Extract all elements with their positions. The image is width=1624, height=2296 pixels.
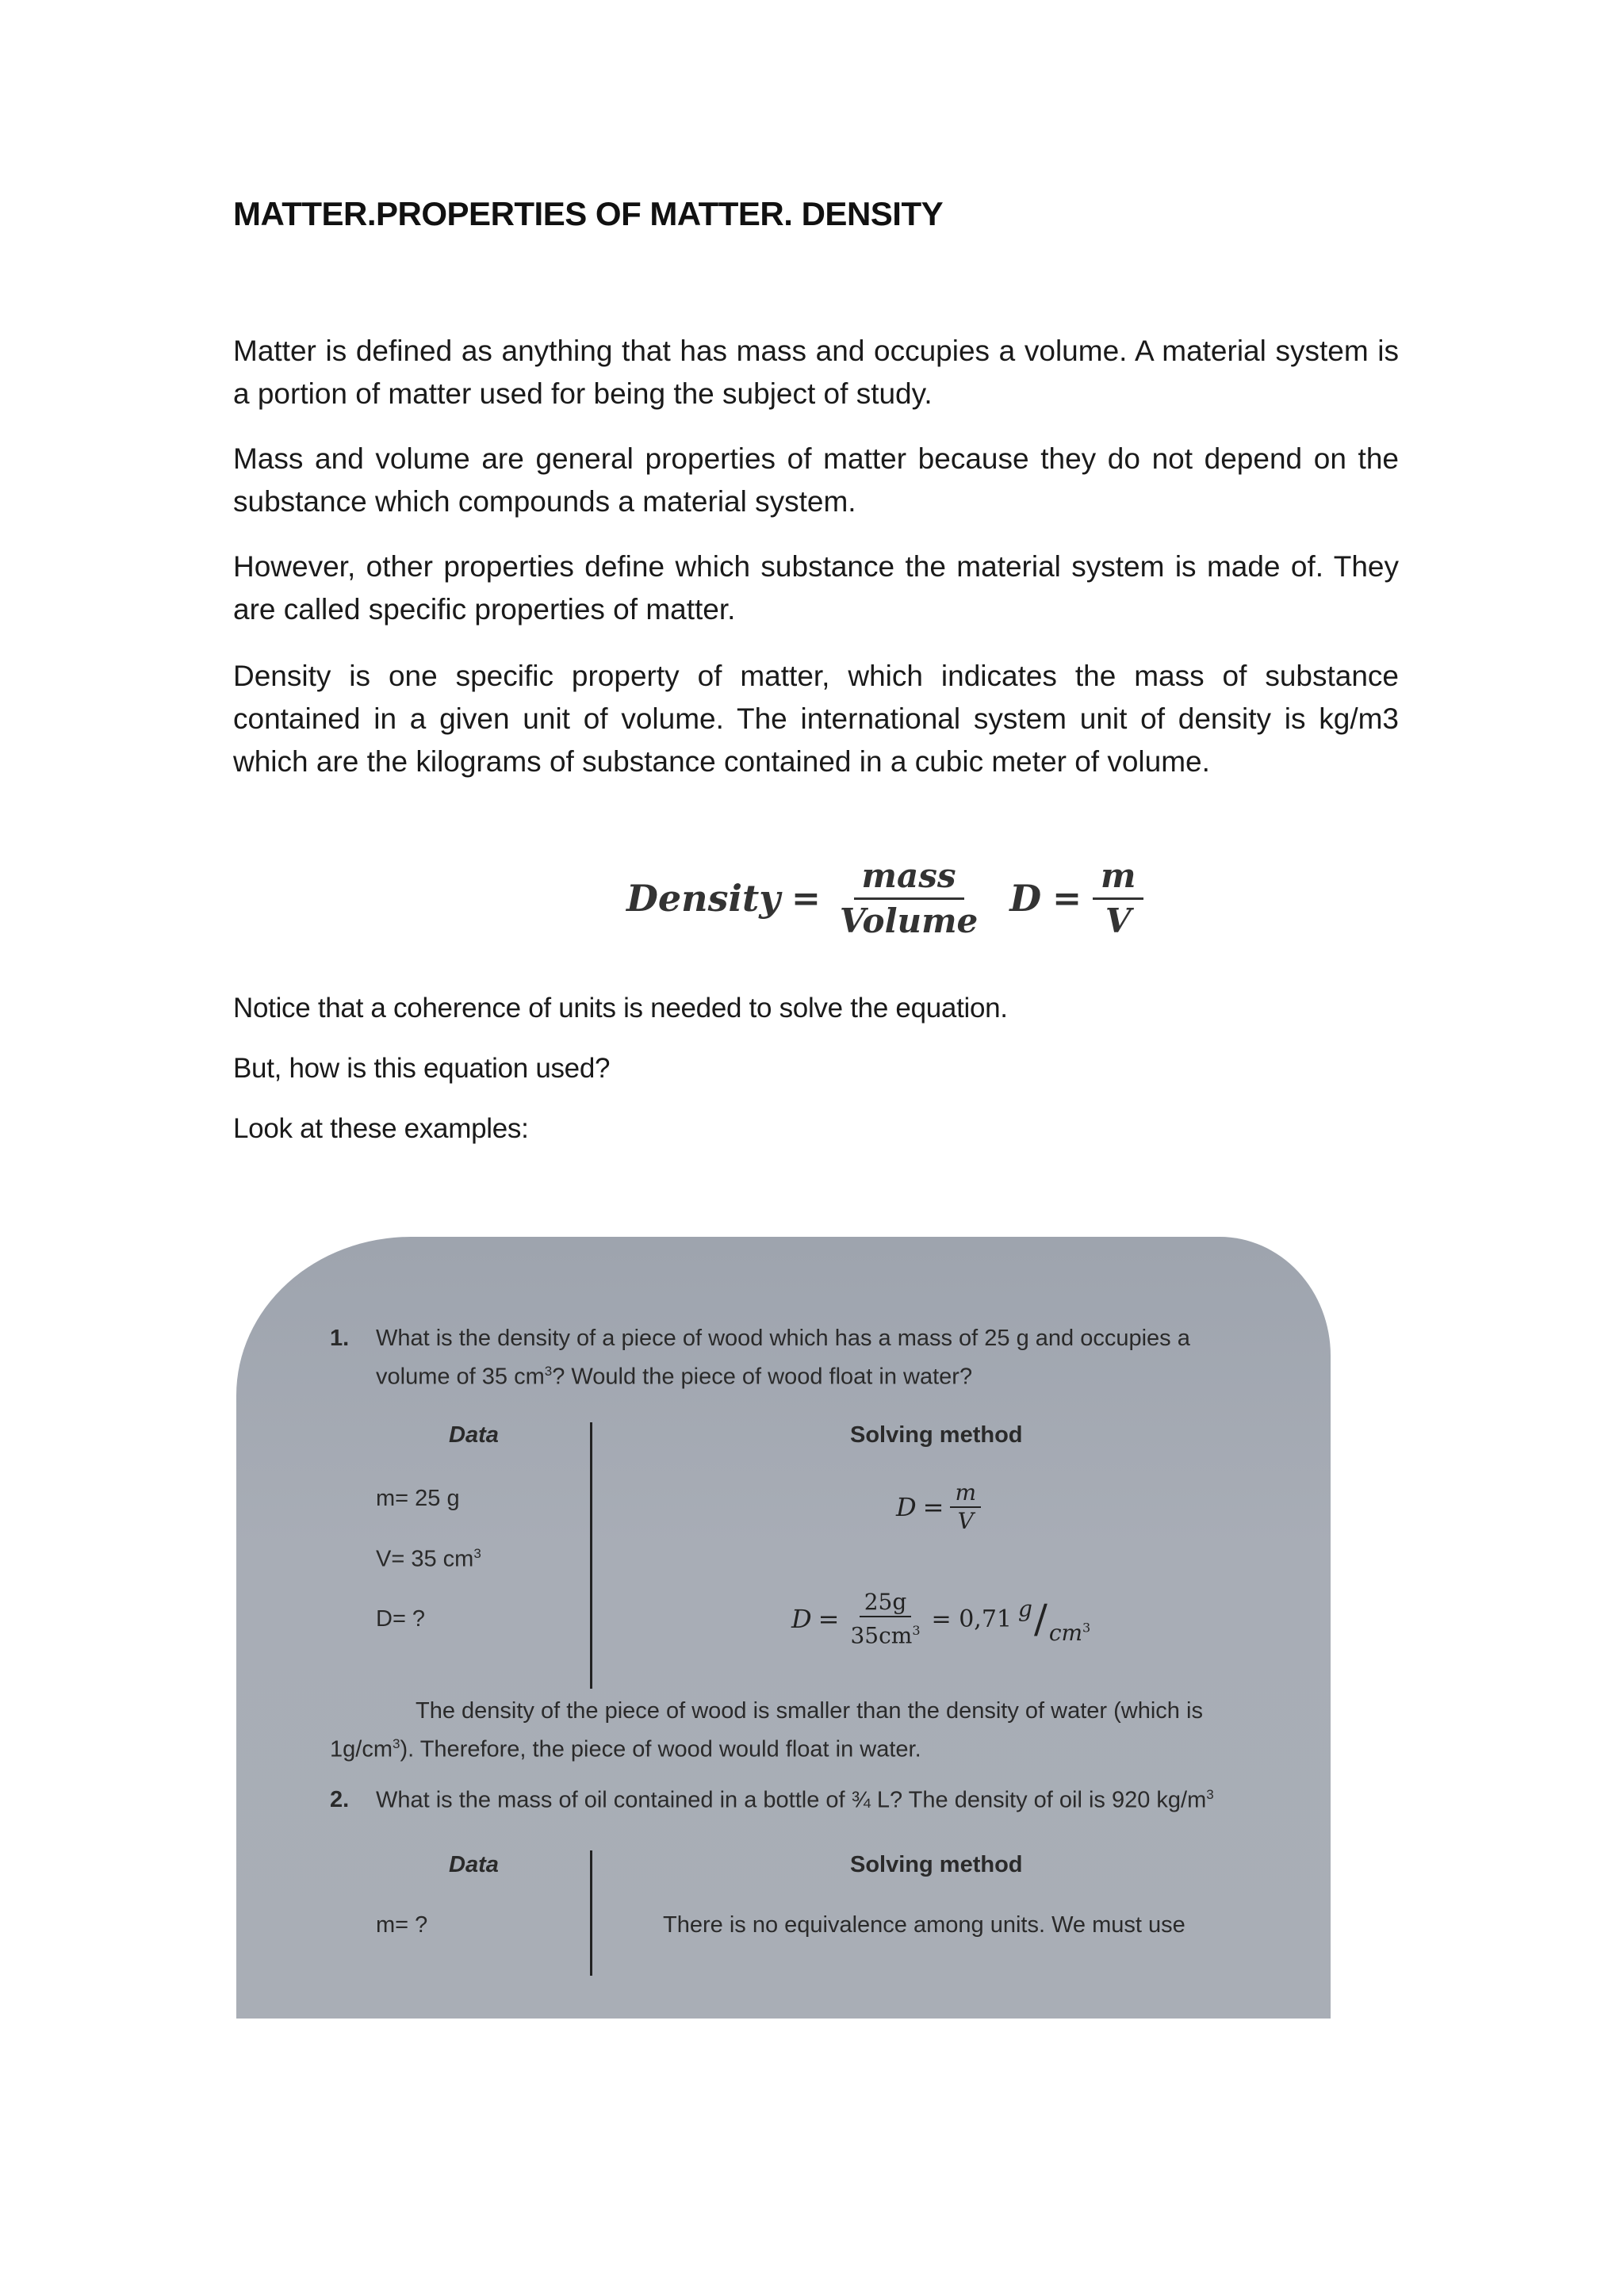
paragraph-density-definition: Density is one specific property of matter, which indicates the mass of substance contained in a given unit of volume. The international system unit of density is kg/m3 which are the kilograms of substance contained in a cubic meter of volume. xyxy=(233,660,1399,778)
example-1-calculation: D = $\frac{25g}{35cm^3}$ = 0,71 g / $cm^3$ xyxy=(791,1589,1091,1649)
paragraph-specific-properties: However, other properties define which substance the material system is made of. They are called specific properties of matter. xyxy=(233,550,1399,626)
example-1-data-header: Data xyxy=(449,1422,499,1448)
page-title: MATTER.PROPERTIES OF MATTER. DENSITY xyxy=(233,195,944,232)
example-2-question: What is the mass of oil contained in a bottle of ¾ L? The density of oil is 920 $kg/m^3$ xyxy=(376,1787,1214,1813)
formula-volume-word: Volume xyxy=(839,901,979,940)
example-2-method-header: Solving method xyxy=(850,1852,1023,1877)
example-2-number: 2. xyxy=(330,1787,350,1812)
example-2-method-text: There is no equivalence among units. We must use xyxy=(663,1912,1185,1938)
formula-equals: = xyxy=(791,878,821,919)
example-1-formula: D = $\frac{m}{V}$ xyxy=(896,1479,981,1535)
example-1-column-divider xyxy=(590,1422,592,1689)
formula-mass-word: mass xyxy=(854,855,964,900)
formula-v-symbol: V xyxy=(1105,901,1132,940)
paragraph-general-properties: Mass and volume are general properties of matter because they do not depend on the substance which compounds a material system. xyxy=(233,442,1399,518)
example-1-method-header: Solving method xyxy=(850,1422,1023,1448)
example-2-data-mass: m= ? xyxy=(376,1912,428,1938)
note-coherence: Notice that a coherence of units is needed to solve the equation. xyxy=(233,993,1008,1024)
note-examples: Look at these examples: xyxy=(233,1113,529,1144)
example-1-data-mass: m= 25 g xyxy=(376,1486,460,1511)
paragraph-matter-definition: Matter is defined as anything that has mass and occupies a volume. A material system is a portion of matter used for being the subject of study. xyxy=(233,335,1399,410)
examples-panel xyxy=(236,1237,1331,2019)
example-2-data-header: Data xyxy=(449,1852,499,1877)
example-1-data-density: D= ? xyxy=(376,1606,426,1632)
density-formula xyxy=(626,847,1143,950)
formula-equals-2: = xyxy=(1052,878,1082,919)
example-1-conclusion-line1: The density of the piece of wood is smaller than the density of water (which is xyxy=(416,1698,1203,1724)
formula-d-symbol: D xyxy=(1009,877,1042,920)
example-1-question-line2: volume of 35 $cm^3$? Would the piece of wood float in water? xyxy=(376,1364,973,1390)
formula-fraction-words xyxy=(832,855,986,943)
example-1-number: 1. xyxy=(330,1326,350,1351)
formula-m-symbol: m xyxy=(1093,855,1143,900)
formula-density-word: Density xyxy=(626,877,780,920)
note-question: But, how is this equation used? xyxy=(233,1053,611,1084)
example-1-data-volume: V= 35 $cm^3$ xyxy=(376,1546,481,1572)
example-1-conclusion-line2: $1g/cm^3$). Therefore, the piece of wood would float in water. xyxy=(330,1736,921,1762)
formula-fraction-symbols xyxy=(1093,855,1143,943)
example-2-column-divider xyxy=(590,1850,592,1976)
example-1-question-line1: What is the density of a piece of wood which has a mass of 25 g and occupies a xyxy=(376,1326,1190,1351)
